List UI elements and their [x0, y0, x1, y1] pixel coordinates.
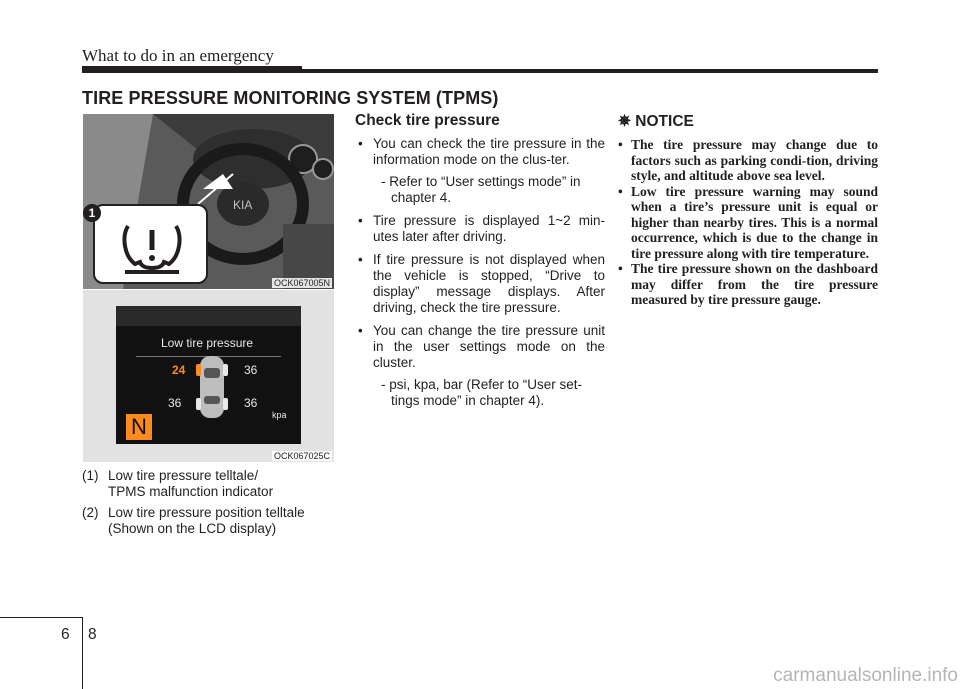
caption-2: (2) Low tire pressure position telltale (Shown on the LCD display)	[82, 505, 305, 536]
front-right-pressure: 36	[244, 363, 258, 377]
watermark: carmanualsonline.info	[773, 665, 958, 686]
figure-code: OCK067025C	[273, 451, 330, 461]
page-number: 8	[88, 626, 97, 643]
rear-right-pressure: 36	[244, 396, 258, 410]
telltale-callout-box	[88, 204, 208, 284]
rear-left-pressure: 36	[168, 396, 182, 410]
notice-list	[618, 137, 878, 308]
gear-indicator: N	[126, 414, 152, 440]
lcd-display-figure	[83, 290, 334, 462]
header-rule	[82, 69, 878, 73]
caption-1: (1) Low tire pressure telltale/ TPMS malfunction indicator	[82, 468, 274, 499]
pressure-unit: kpa	[272, 410, 287, 420]
callout-number: 1	[83, 204, 101, 222]
notice-heading: ✵ NOTICE	[618, 113, 694, 130]
running-header: What to do in an emergency	[82, 46, 274, 65]
list-item: • You can check the tire pressure in the information mode on the clus-ter. - Refer to “User settings mode” in chapter 4.	[358, 136, 605, 205]
notice-section	[618, 112, 878, 308]
tpms-warning-icon	[95, 206, 210, 286]
check-heading: Check tire pressure	[355, 112, 500, 129]
svg-text:KIA: KIA	[233, 198, 253, 212]
check-tire-pressure-section	[355, 112, 605, 416]
list-item: • The tire pressure shown on the dashboard may differ from the tire pressure measured by tire pressure gauge.	[618, 261, 878, 307]
chapter-number: 6	[61, 626, 70, 643]
lcd-title: Low tire pressure	[161, 336, 254, 350]
footer-divider	[82, 617, 83, 689]
section-title: TIRE PRESSURE MONITORING SYSTEM (TPMS)	[82, 88, 499, 108]
list-item: • The tire pressure may change due to factors such as parking condi-tion, driving style, and altitude above sea level.	[618, 137, 878, 183]
list-item: • If tire pressure is not displayed when the vehicle is stopped, “Drive to display” message displays. After driving, check the tire pressure.	[358, 252, 605, 315]
check-list	[355, 136, 605, 409]
figure-code: OCK067005N	[273, 278, 330, 288]
lcd-screen	[116, 306, 301, 444]
list-item: • Tire pressure is displayed 1~2 min-utes later after driving.	[358, 213, 605, 244]
car-top-icon	[196, 354, 228, 420]
list-item: • You can change the tire pressure unit in the user settings mode on the cluster. - psi, kpa, bar (Refer to “User set-tings mode” in chapter 4).	[358, 323, 605, 408]
front-left-pressure: 24	[172, 363, 186, 377]
footer-rule	[0, 617, 82, 618]
dashboard-photo	[83, 114, 334, 289]
list-item: • Low tire pressure warning may sound when a tire’s pressure unit is equal or higher than nearby tires. This is a normal occurrence, which is due to the change in tire pressure along with tire temperature.	[618, 183, 878, 261]
